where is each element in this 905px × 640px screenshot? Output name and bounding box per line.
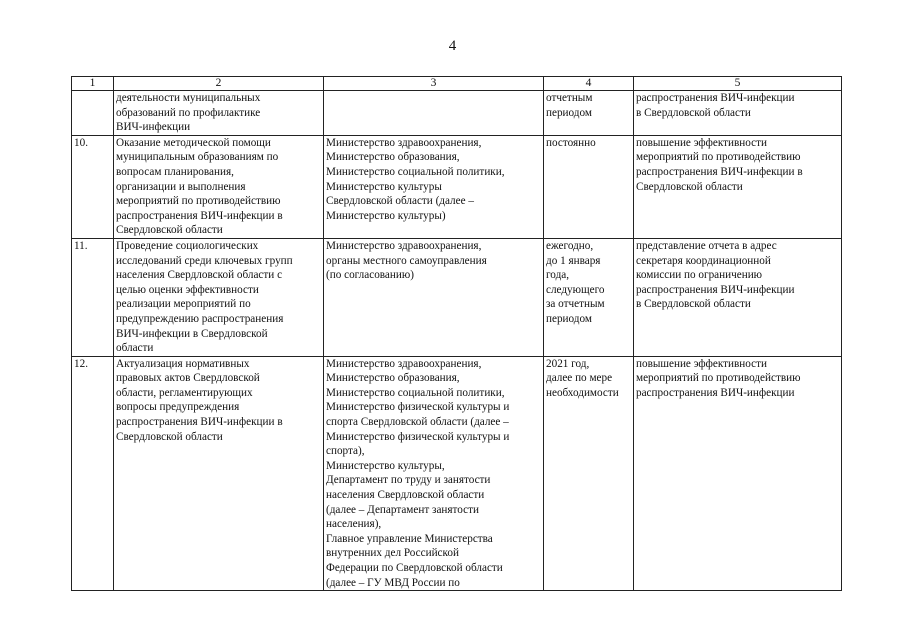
row-result: представление отчета в адрес секретаря координационной комиссии по ограничению распространения ВИЧ-инфекции в Свердловской области xyxy=(634,238,842,356)
row-executors xyxy=(324,91,544,136)
table-row xyxy=(72,356,842,591)
header-col-4: 4 xyxy=(544,77,634,91)
row-term: постоянно xyxy=(544,135,634,238)
row-number xyxy=(72,91,114,136)
row-term: отчетным периодом xyxy=(544,91,634,136)
row-number: 10. xyxy=(72,135,114,238)
row-action: Проведение социологических исследований среди ключевых групп населения Свердловской области с целью оценки эффективности реализации мероприятий по предупреждению распространения ВИЧ-инфекции в Свердловской области xyxy=(114,238,324,356)
row-action: Оказание методической помощи муниципальным образованиям по вопросам планирования, организации и выполнения мероприятий по противодействию распространения ВИЧ-инфекции в Свердловской области xyxy=(114,135,324,238)
row-result: повышение эффективности мероприятий по противодействию распространения ВИЧ-инфекции в Свердловской области xyxy=(634,135,842,238)
table-row xyxy=(72,91,842,136)
row-executors: Министерство здравоохранения, Министерство образования, Министерство социальной политики, Министерство физической культуры и спорта Свердловской области (далее – Министерство физической культуры и спорта), Министерство культуры, Департамент по труду и занятости населения Свердловской области (далее – Департамент занятости населения), Главное управление Министерства внутренних дел Российской Федерации по Свердловской области (далее – ГУ МВД России по xyxy=(324,356,544,591)
header-col-2: 2 xyxy=(114,77,324,91)
header-col-3: 3 xyxy=(324,77,544,91)
row-executors: Министерство здравоохранения, Министерство образования, Министерство социальной политики, Министерство культуры Свердловской области (далее – Министерство культуры) xyxy=(324,135,544,238)
table-header-row xyxy=(72,77,842,91)
page-number: 4 xyxy=(448,38,457,54)
row-action: деятельности муниципальных образований по профилактике ВИЧ-инфекции xyxy=(114,91,324,136)
header-col-1: 1 xyxy=(72,77,114,91)
table-row xyxy=(72,135,842,238)
row-executors: Министерство здравоохранения, органы местного самоуправления (по согласованию) xyxy=(324,238,544,356)
row-term: 2021 год, далее по мере необходимости xyxy=(544,356,634,591)
header-col-5: 5 xyxy=(634,77,842,91)
row-result: распространения ВИЧ-инфекции в Свердловской области xyxy=(634,91,842,136)
row-result: повышение эффективности мероприятий по противодействию распространения ВИЧ-инфекции xyxy=(634,356,842,591)
row-term: ежегодно, до 1 января года, следующего за отчетным периодом xyxy=(544,238,634,356)
row-number: 12. xyxy=(72,356,114,591)
row-number: 11. xyxy=(72,238,114,356)
table-row xyxy=(72,238,842,356)
plan-table xyxy=(71,76,842,591)
row-action: Актуализация нормативных правовых актов Свердловской области, регламентирующих вопросы предупреждения распространения ВИЧ-инфекции в Свердловской области xyxy=(114,356,324,591)
